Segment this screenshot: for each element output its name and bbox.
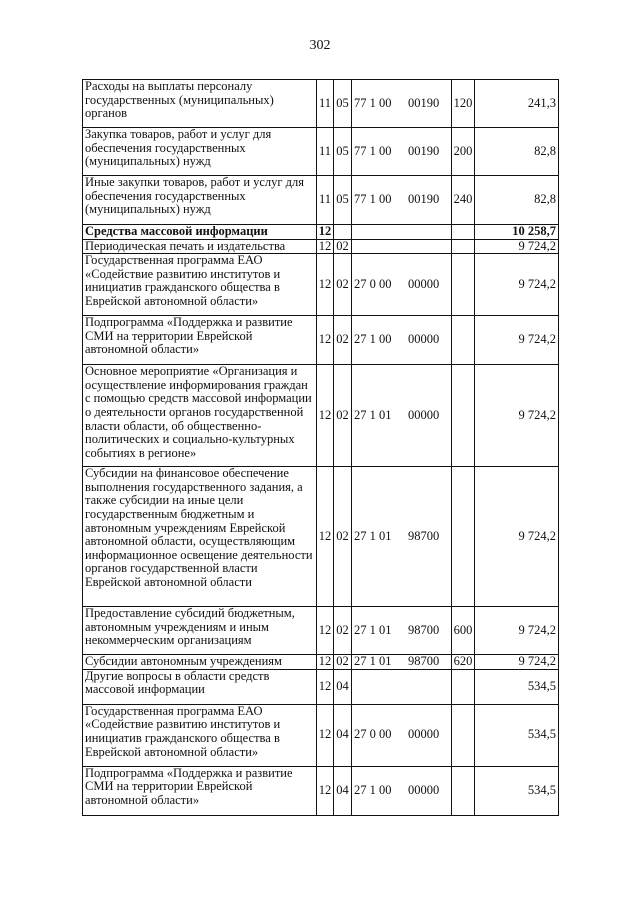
target-article-code	[352, 128, 452, 176]
table-row	[83, 80, 559, 128]
target-program-code: 27 1 00	[354, 332, 392, 347]
target-program-code: 27 1 01	[354, 528, 392, 543]
row-name: Иные закупки товаров, работ и услуг для обеспечения государственных (муниципальных) нужд	[83, 176, 317, 225]
row-name: Подпрограмма «Поддержка и развитие СМИ на территории Еврейской автономной области»	[83, 766, 317, 815]
target-program-code: 27 1 01	[354, 622, 392, 637]
amount-value: 9 724,2	[475, 316, 559, 365]
table-row	[83, 655, 559, 670]
amount-value: 10 258,7	[475, 225, 559, 240]
target-direction-code: 00000	[408, 782, 440, 797]
table-row	[83, 467, 559, 607]
row-name: Другие вопросы в области средств массовой информации	[83, 669, 317, 704]
page-number: 302	[309, 38, 331, 53]
target-program-code: 77 1 00	[354, 143, 392, 158]
amount-value: 9 724,2	[475, 365, 559, 467]
row-name: Предоставление субсидий бюджетным, автономным учреждениям и иным некоммерческим организациям	[83, 607, 317, 655]
section-code: 12	[317, 254, 334, 316]
target-direction-code: 98700	[408, 622, 440, 637]
row-name: Государственная программа ЕАО «Содействие развитию институтов и инициатив гражданского общества в Еврейской автономной области»	[83, 254, 317, 316]
expense-type-code	[452, 365, 475, 467]
subsection-code: 02	[334, 239, 352, 254]
table-row	[83, 669, 559, 704]
target-article-code	[352, 176, 452, 225]
target-article-code	[352, 655, 452, 670]
target-article-code	[352, 239, 452, 254]
subsection-code	[334, 225, 352, 240]
target-program-code: 27 0 00	[354, 276, 392, 291]
amount-value: 9 724,2	[475, 655, 559, 670]
target-program-code: 77 1 00	[354, 95, 392, 110]
subsection-code: 04	[334, 669, 352, 704]
amount-value: 534,5	[475, 766, 559, 815]
row-name: Расходы на выплаты персоналу государственных (муниципальных) органов	[83, 80, 317, 128]
expense-type-code: 600	[452, 607, 475, 655]
expense-type-code	[452, 225, 475, 240]
target-article-code	[352, 467, 452, 607]
expense-type-code	[452, 766, 475, 815]
subsection-code: 02	[334, 607, 352, 655]
row-name: Государственная программа ЕАО «Содействие развитию институтов и инициатив гражданского общества в Еврейской автономной области»	[83, 704, 317, 766]
subsection-code: 02	[334, 365, 352, 467]
table-row	[83, 365, 559, 467]
target-article-code	[352, 365, 452, 467]
amount-value: 534,5	[475, 669, 559, 704]
row-name: Подпрограмма «Поддержка и развитие СМИ на территории Еврейской автономной области»	[83, 316, 317, 365]
amount-value: 9 724,2	[475, 467, 559, 607]
subsection-code: 04	[334, 766, 352, 815]
target-direction-code: 00000	[408, 276, 440, 291]
section-code: 12	[317, 655, 334, 670]
subsection-code: 02	[334, 467, 352, 607]
table-row	[83, 176, 559, 225]
table-row	[83, 239, 559, 254]
subsection-code: 05	[334, 176, 352, 225]
section-code: 12	[317, 766, 334, 815]
section-code: 12	[317, 239, 334, 254]
expense-type-code	[452, 316, 475, 365]
row-name: Периодическая печать и издательства	[83, 239, 317, 254]
target-program-code: 27 1 00	[354, 782, 392, 797]
target-article-code	[352, 607, 452, 655]
subsection-code: 02	[334, 655, 352, 670]
expense-type-code: 620	[452, 655, 475, 670]
row-name: Закупка товаров, работ и услуг для обеспечения государственных (муниципальных) нужд	[83, 128, 317, 176]
target-direction-code: 00190	[408, 192, 440, 207]
expense-type-code	[452, 669, 475, 704]
row-name: Субсидии автономным учреждениям	[83, 655, 317, 670]
expense-type-code	[452, 704, 475, 766]
expense-type-code: 200	[452, 128, 475, 176]
section-code: 12	[317, 365, 334, 467]
table-row	[83, 607, 559, 655]
amount-value: 534,5	[475, 704, 559, 766]
section-code: 12	[317, 607, 334, 655]
table-row	[83, 254, 559, 316]
section-code: 12	[317, 704, 334, 766]
expense-type-code: 120	[452, 80, 475, 128]
target-program-code: 27 0 00	[354, 727, 392, 742]
target-article-code	[352, 704, 452, 766]
section-code: 12	[317, 225, 334, 240]
amount-value: 9 724,2	[475, 254, 559, 316]
section-code: 11	[317, 80, 334, 128]
target-article-code	[352, 80, 452, 128]
budget-table-body	[83, 80, 559, 816]
target-program-code: 77 1 00	[354, 192, 392, 207]
target-direction-code: 00000	[408, 727, 440, 742]
target-program-code: 27 1 01	[354, 407, 392, 422]
table-row	[83, 225, 559, 240]
table-row	[83, 766, 559, 815]
target-article-code	[352, 225, 452, 240]
target-direction-code: 98700	[408, 528, 440, 543]
target-direction-code: 00190	[408, 143, 440, 158]
section-code: 12	[317, 316, 334, 365]
target-direction-code: 00000	[408, 332, 440, 347]
table-row	[83, 316, 559, 365]
section-code: 12	[317, 669, 334, 704]
section-code: 11	[317, 176, 334, 225]
subsection-code: 02	[334, 316, 352, 365]
expense-type-code	[452, 467, 475, 607]
amount-value: 9 724,2	[475, 239, 559, 254]
expense-type-code: 240	[452, 176, 475, 225]
target-article-code	[352, 254, 452, 316]
target-article-code	[352, 669, 452, 704]
amount-value: 82,8	[475, 128, 559, 176]
section-code: 11	[317, 128, 334, 176]
subsection-code: 04	[334, 704, 352, 766]
target-direction-code: 00000	[408, 407, 440, 422]
amount-value: 9 724,2	[475, 607, 559, 655]
expense-type-code	[452, 239, 475, 254]
target-program-code: 27 1 01	[354, 654, 392, 669]
row-name: Основное мероприятие «Организация и осуществление информирования граждан с помощью средств массовой информации о деятельности органов государственной власти области, об общественно-политических и социально-культурных событиях в регионе»	[83, 365, 317, 467]
target-direction-code: 00190	[408, 95, 440, 110]
table-row	[83, 128, 559, 176]
amount-value: 241,3	[475, 80, 559, 128]
subsection-code: 02	[334, 254, 352, 316]
subsection-code: 05	[334, 128, 352, 176]
target-article-code	[352, 766, 452, 815]
row-name: Субсидии на финансовое обеспечение выполнения государственного задания, а также субсидии на иные цели государственным бюджетным и автономным учреждениям Еврейской автономной области, осуществляющим информационное освещение деятельности органов государственной власти Еврейской автономной области	[83, 467, 317, 607]
table-row	[83, 704, 559, 766]
target-direction-code: 98700	[408, 654, 440, 669]
section-code: 12	[317, 467, 334, 607]
expense-type-code	[452, 254, 475, 316]
subsection-code: 05	[334, 80, 352, 128]
row-name: Средства массовой информации	[83, 225, 317, 240]
target-article-code	[352, 316, 452, 365]
budget-table	[82, 79, 559, 816]
amount-value: 82,8	[475, 176, 559, 225]
